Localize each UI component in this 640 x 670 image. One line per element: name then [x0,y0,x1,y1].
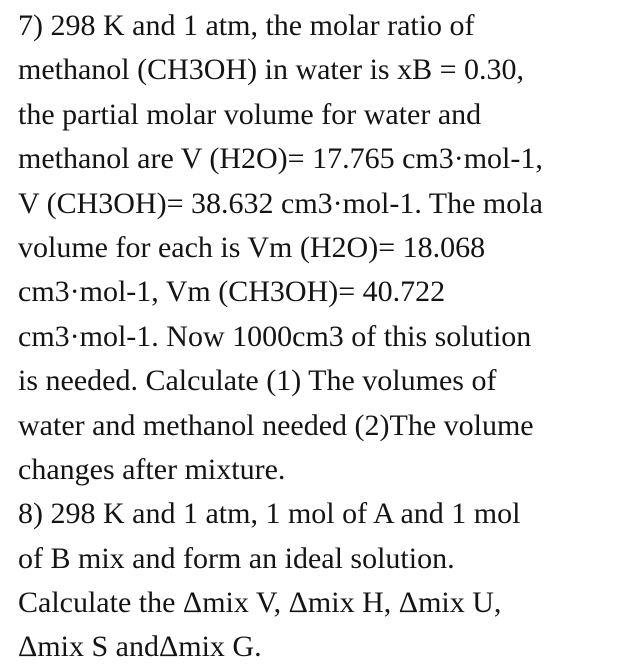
problem-7-line-2: methanol (CH3OH) in water is xB = 0.30, [18,53,525,87]
problem-7-line-5: V (CH3OH)= 38.632 cm3·mol-1. The mola [18,186,543,220]
problem-8-line-3: Calculate the Δmix V, Δmix H, Δmix U, [18,586,502,620]
problem-7-line-8: cm3·mol-1. Now 1000cm3 of this solution [18,319,532,353]
problem-7-line-1: 7) 298 K and 1 atm, the molar ratio of [18,9,475,42]
problem-7-line-7: cm3·mol-1, Vm (CH3OH)= 40.722 [18,275,446,309]
problem-8-line-1: 8) 298 K and 1 atm, 1 mol of A and 1 mol [18,497,521,531]
problem-7 [18,4,640,492]
problem-7-line-6: volume for each is Vm (H2O)= 18.068 [18,230,486,264]
problem-7-line-3: the partial molar volume for water and [18,97,482,131]
problem-7-line-9: is needed. Calculate (1) The volumes of [18,364,497,398]
problem-7-line-10: water and methanol needed (2)The volume [18,408,534,442]
problem-8-line-4: Δmix S andΔmix G. [18,630,262,664]
problem-7-line-4: methanol are V (H2O)= 17.765 cm3·mol-1, [18,142,543,176]
document-body [18,0,640,670]
problem-7-line-11: changes after mixture. [18,452,286,486]
problem-8 [18,492,640,670]
problem-8-line-2: of B mix and form an ideal solution. [18,541,455,575]
